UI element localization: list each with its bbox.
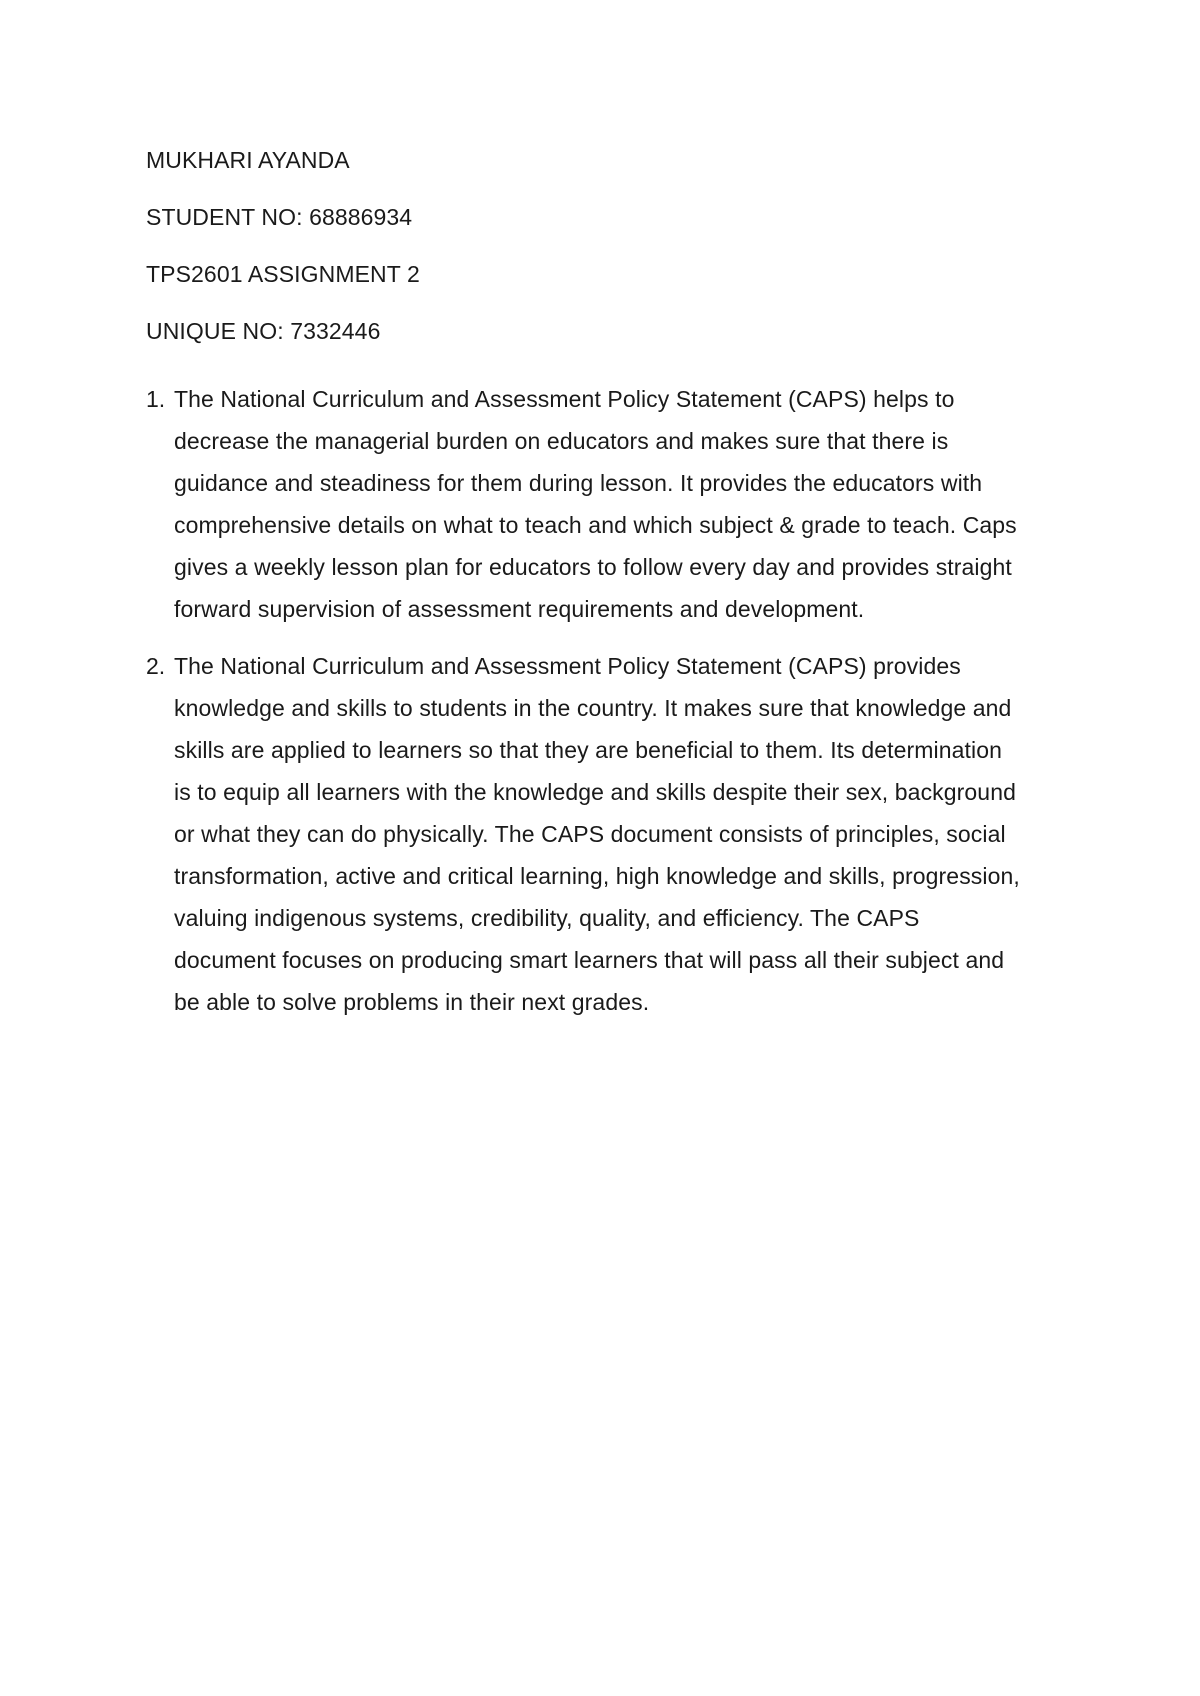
- unique-number: UNIQUE NO: 7332446: [146, 318, 381, 344]
- answer-number: 2.: [146, 653, 166, 679]
- answer-line: document focuses on producing smart learners that will pass all their subject and: [174, 947, 1005, 973]
- answer-line: forward supervision of assessment requirements and development.: [174, 596, 865, 622]
- answer-line: skills are applied to learners so that they are beneficial to them. Its determination: [174, 737, 1002, 763]
- answer-line: comprehensive details on what to teach and which subject & grade to teach. Caps: [174, 512, 1017, 538]
- answer-list: [146, 378, 1066, 1038]
- answer-line: be able to solve problems in their next grades.: [174, 989, 650, 1015]
- answer-line: knowledge and skills to students in the country. It makes sure that knowledge and: [174, 695, 1012, 721]
- answer-line: gives a weekly lesson plan for educators to follow every day and provides straight: [174, 554, 1012, 580]
- answer-1: [146, 378, 1066, 630]
- answer-line: transformation, active and critical learning, high knowledge and skills, progression,: [174, 863, 1020, 889]
- answer-line: or what they can do physically. The CAPS document consists of principles, social: [174, 821, 1006, 847]
- student-name: MUKHARI AYANDA: [146, 147, 350, 173]
- document-header: [146, 146, 1046, 374]
- answer-line: The National Curriculum and Assessment Policy Statement (CAPS) provides: [174, 653, 961, 679]
- student-number: STUDENT NO: 68886934: [146, 204, 413, 230]
- answer-line: guidance and steadiness for them during lesson. It provides the educators with: [174, 470, 983, 496]
- answer-line: is to equip all learners with the knowledge and skills despite their sex, background: [174, 779, 1016, 805]
- answer-line: valuing indigenous systems, credibility, quality, and efficiency. The CAPS: [174, 905, 920, 931]
- assignment-title: TPS2601 ASSIGNMENT 2: [146, 261, 420, 287]
- answer-number: 1.: [146, 386, 166, 412]
- answer-line: The National Curriculum and Assessment Policy Statement (CAPS) helps to: [174, 386, 955, 412]
- answer-line: decrease the managerial burden on educators and makes sure that there is: [174, 428, 949, 454]
- answer-2: [146, 645, 1066, 1023]
